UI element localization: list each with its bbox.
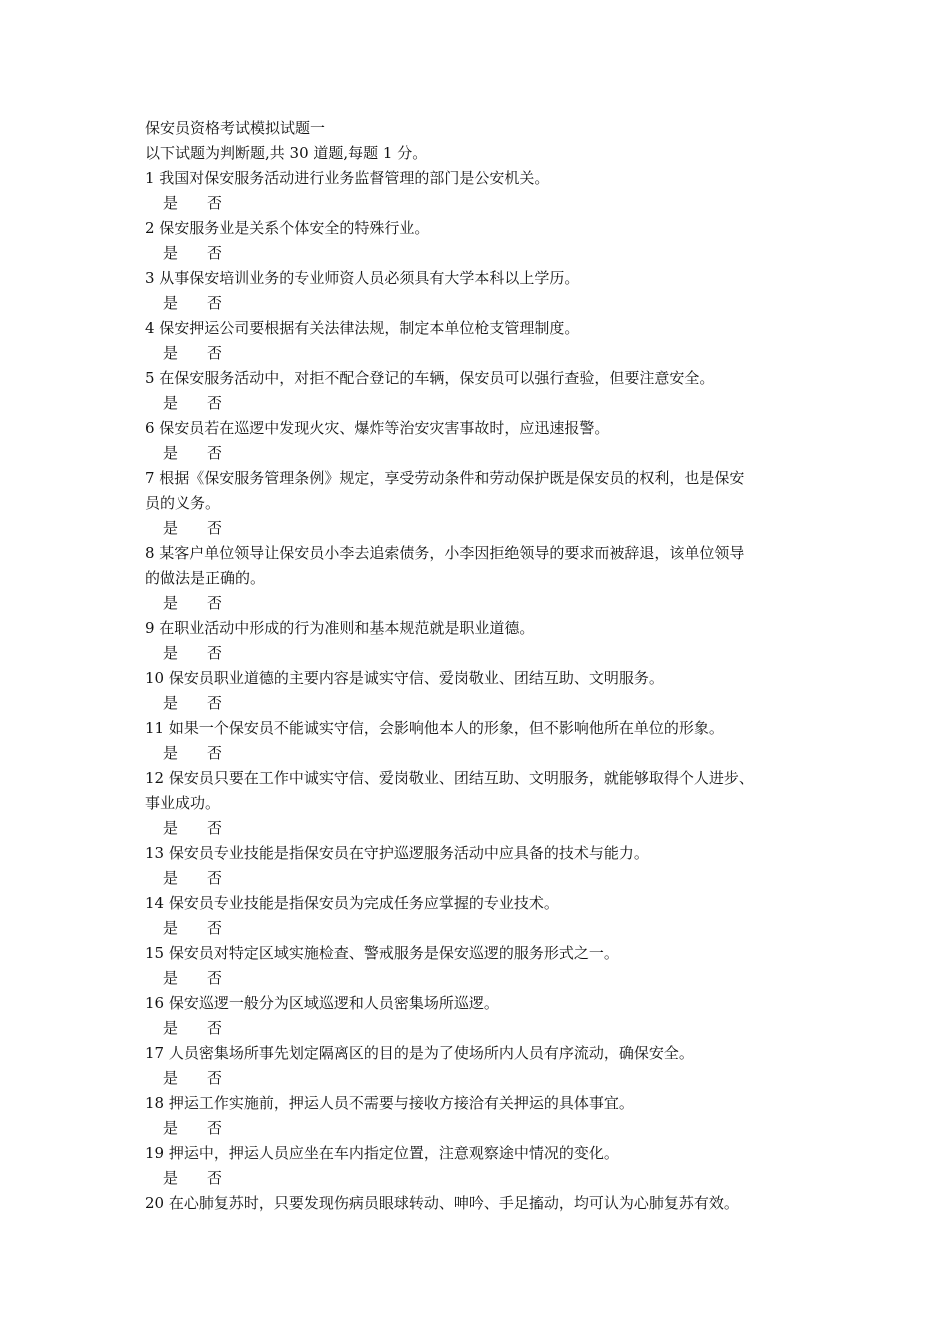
answer-no[interactable]: 否 <box>207 244 223 262</box>
answer-no[interactable]: 否 <box>207 519 223 537</box>
answer-no[interactable]: 否 <box>207 1019 223 1037</box>
question-text: 11 如果一个保安员不能诚实守信，会影响他本人的形象，但不影响他所在单位的形象。 <box>145 719 724 737</box>
answer-yes[interactable]: 是 <box>163 594 179 612</box>
question-text-continued: 的做法是正确的。 <box>145 569 266 587</box>
answer-no[interactable]: 否 <box>207 819 223 837</box>
answer-no[interactable]: 否 <box>207 1119 223 1137</box>
answer-yes[interactable]: 是 <box>163 344 179 362</box>
answer-yes[interactable]: 是 <box>163 694 179 712</box>
answer-options <box>145 641 815 666</box>
question-item <box>145 266 815 316</box>
question-item <box>145 416 815 466</box>
question-item <box>145 891 815 941</box>
answer-no[interactable]: 否 <box>207 394 223 412</box>
answer-no[interactable]: 否 <box>207 344 223 362</box>
answer-yes[interactable]: 是 <box>163 1119 179 1137</box>
answer-no[interactable]: 否 <box>207 1169 223 1187</box>
answer-no[interactable]: 否 <box>207 594 223 612</box>
answer-no[interactable]: 否 <box>207 1069 223 1087</box>
question-item <box>145 1191 815 1216</box>
answer-yes[interactable]: 是 <box>163 1019 179 1037</box>
question-text-continued: 员的义务。 <box>145 494 221 512</box>
question-text: 17 人员密集场所事先划定隔离区的目的是为了使场所内人员有序流动，确保安全。 <box>145 1044 694 1062</box>
question-item <box>145 716 815 766</box>
question-text: 20 在心肺复苏时，只要发现伤病员眼球转动、呻吟、手足搐动，均可认为心肺复苏有效。 <box>145 1194 739 1212</box>
question-item <box>145 1091 815 1141</box>
answer-options <box>145 591 815 616</box>
answer-yes[interactable]: 是 <box>163 244 179 262</box>
question-text: 8 某客户单位领导让保安员小李去追索债务，小李因拒绝领导的要求而被辞退，该单位领导 <box>145 544 745 562</box>
answer-options <box>145 1116 815 1141</box>
answer-yes[interactable]: 是 <box>163 394 179 412</box>
answer-options <box>145 191 815 216</box>
answer-options <box>145 241 815 266</box>
answer-options <box>145 816 815 841</box>
question-item <box>145 766 815 841</box>
answer-yes[interactable]: 是 <box>163 1069 179 1087</box>
question-item <box>145 616 815 666</box>
question-text: 6 保安员若在巡逻中发现火灾、爆炸等治安灾害事故时，应迅速报警。 <box>145 419 610 437</box>
question-text: 14 保安员专业技能是指保安员为完成任务应掌握的专业技术。 <box>145 894 559 912</box>
answer-options <box>145 691 815 716</box>
answer-no[interactable]: 否 <box>207 869 223 887</box>
question-text: 12 保安员只要在工作中诚实守信、爱岗敬业、团结互助、文明服务，就能够取得个人进步、 <box>145 769 754 787</box>
answer-options <box>145 1066 815 1091</box>
answer-options <box>145 441 815 466</box>
question-item <box>145 316 815 366</box>
question-item <box>145 666 815 716</box>
answer-options <box>145 741 815 766</box>
question-item <box>145 841 815 891</box>
answer-no[interactable]: 否 <box>207 644 223 662</box>
question-list <box>145 166 815 1216</box>
question-item <box>145 216 815 266</box>
answer-no[interactable]: 否 <box>207 744 223 762</box>
question-item <box>145 941 815 991</box>
answer-yes[interactable]: 是 <box>163 1169 179 1187</box>
answer-no[interactable]: 否 <box>207 194 223 212</box>
question-item <box>145 366 815 416</box>
answer-yes[interactable]: 是 <box>163 744 179 762</box>
document-title: 保安员资格考试模拟试题一 <box>145 119 326 137</box>
question-text: 4 保安押运公司要根据有关法律法规，制定本单位枪支管理制度。 <box>145 319 580 337</box>
question-text: 5 在保安服务活动中，对拒不配合登记的车辆，保安员可以强行查验，但要注意安全。 <box>145 369 715 387</box>
answer-options <box>145 916 815 941</box>
question-text: 15 保安员对特定区域实施检查、警戒服务是保安巡逻的服务形式之一。 <box>145 944 619 962</box>
answer-no[interactable]: 否 <box>207 969 223 987</box>
question-text: 7 根据《保安服务管理条例》规定，享受劳动条件和劳动保护既是保安员的权利，也是保安 <box>145 469 745 487</box>
answer-no[interactable]: 否 <box>207 919 223 937</box>
question-item <box>145 1041 815 1091</box>
answer-options <box>145 516 815 541</box>
answer-options <box>145 291 815 316</box>
exam-document <box>145 116 815 1216</box>
answer-options <box>145 341 815 366</box>
answer-options <box>145 1016 815 1041</box>
question-text: 18 押运工作实施前，押运人员不需要与接收方接洽有关押运的具体事宜。 <box>145 1094 634 1112</box>
answer-no[interactable]: 否 <box>207 294 223 312</box>
question-text: 1 我国对保安服务活动进行业务监督管理的部门是公安机关。 <box>145 169 550 187</box>
question-text: 3 从事保安培训业务的专业师资人员必须具有大学本科以上学历。 <box>145 269 580 287</box>
answer-options <box>145 1166 815 1191</box>
answer-no[interactable]: 否 <box>207 694 223 712</box>
answer-options <box>145 391 815 416</box>
question-text: 10 保安员职业道德的主要内容是诚实守信、爱岗敬业、团结互助、文明服务。 <box>145 669 664 687</box>
instructions: 以下试题为判断题,共 30 道题,每题 1 分。 <box>145 144 428 162</box>
answer-yes[interactable]: 是 <box>163 444 179 462</box>
question-text: 13 保安员专业技能是指保安员在守护巡逻服务活动中应具备的技术与能力。 <box>145 844 649 862</box>
question-item <box>145 541 815 616</box>
answer-options <box>145 966 815 991</box>
question-text: 9 在职业活动中形成的行为准则和基本规范就是职业道德。 <box>145 619 535 637</box>
question-text: 2 保安服务业是关系个体安全的特殊行业。 <box>145 219 430 237</box>
answer-yes[interactable]: 是 <box>163 969 179 987</box>
question-text: 19 押运中，押运人员应坐在车内指定位置，注意观察途中情况的变化。 <box>145 1144 619 1162</box>
question-text-continued: 事业成功。 <box>145 794 221 812</box>
answer-yes[interactable]: 是 <box>163 294 179 312</box>
question-item <box>145 466 815 541</box>
answer-yes[interactable]: 是 <box>163 819 179 837</box>
question-item <box>145 166 815 216</box>
answer-yes[interactable]: 是 <box>163 644 179 662</box>
answer-options <box>145 866 815 891</box>
answer-no[interactable]: 否 <box>207 444 223 462</box>
answer-yes[interactable]: 是 <box>163 919 179 937</box>
answer-yes[interactable]: 是 <box>163 519 179 537</box>
answer-yes[interactable]: 是 <box>163 869 179 887</box>
answer-yes[interactable]: 是 <box>163 194 179 212</box>
question-item <box>145 991 815 1041</box>
question-item <box>145 1141 815 1191</box>
question-text: 16 保安巡逻一般分为区域巡逻和人员密集场所巡逻。 <box>145 994 499 1012</box>
